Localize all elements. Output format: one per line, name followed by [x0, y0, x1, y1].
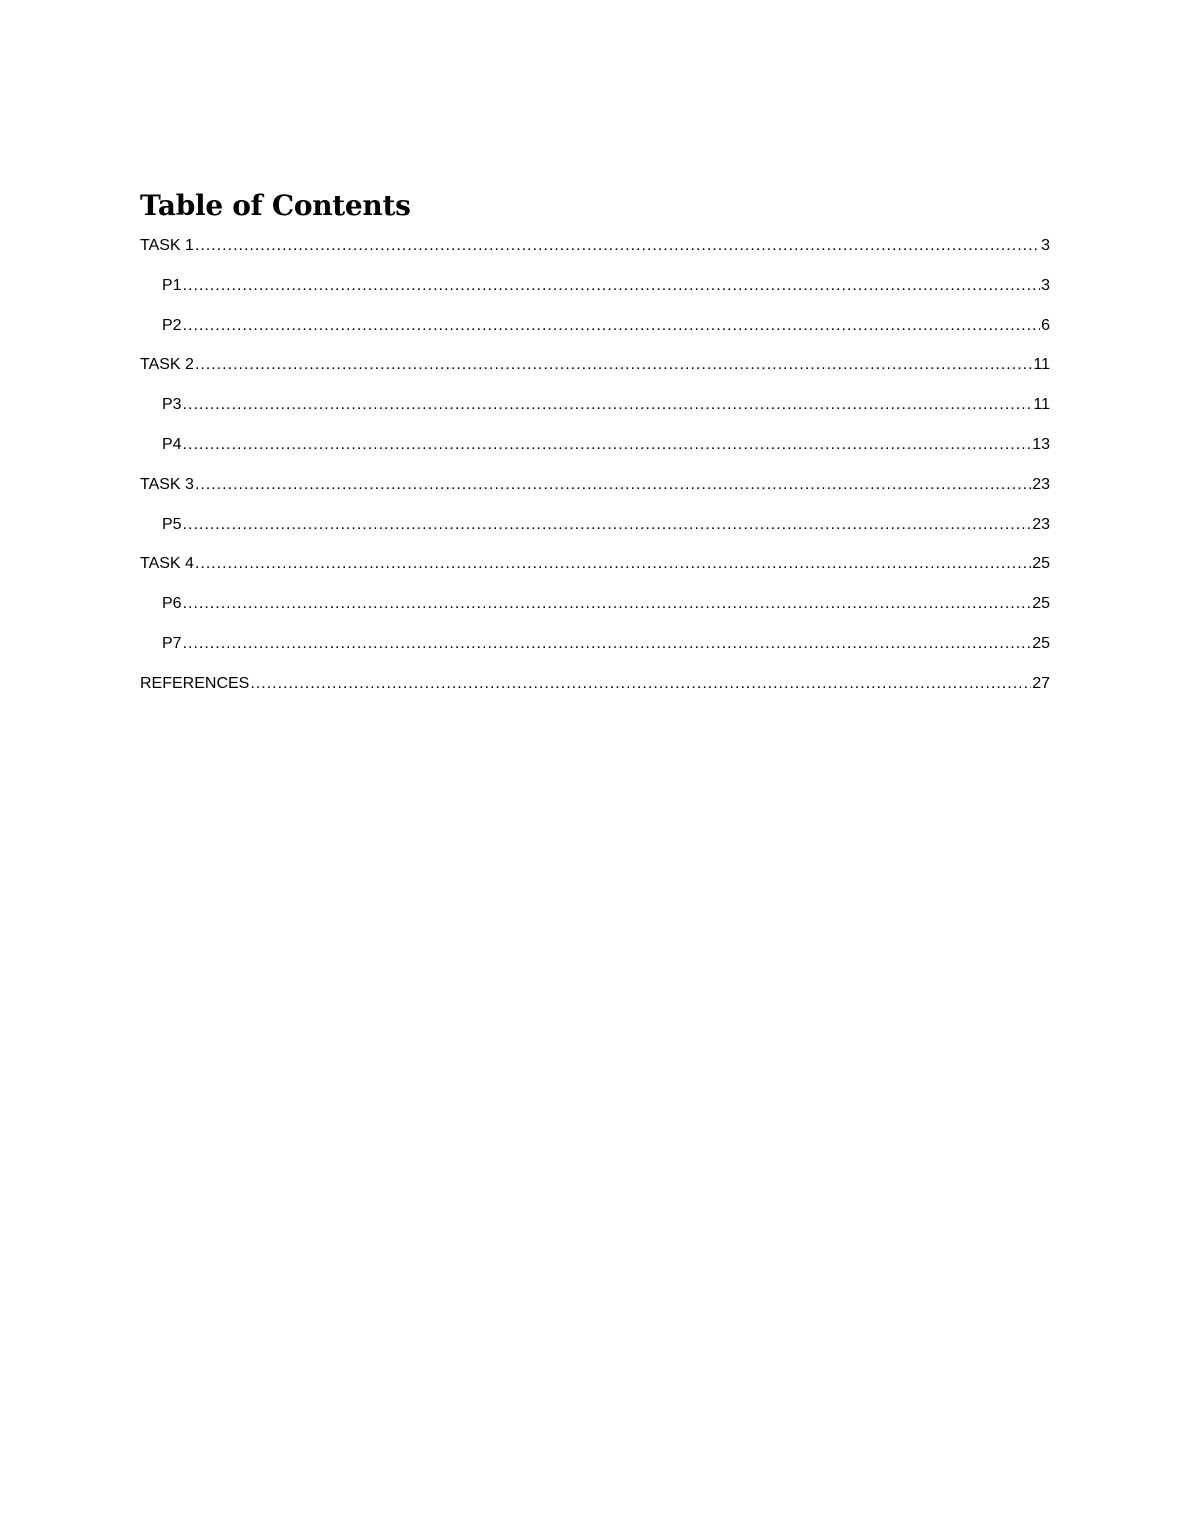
toc-dot-leader: [183, 306, 1041, 346]
toc-entry-label: TASK 1: [140, 237, 194, 254]
table-of-contents: [140, 186, 1050, 704]
toc-entry-references[interactable]: [140, 664, 1050, 704]
toc-dot-leader: [183, 385, 1033, 425]
toc-list: [140, 226, 1050, 704]
toc-entry-page: 25: [1032, 634, 1050, 652]
toc-entry-page: 3: [1041, 237, 1050, 254]
toc-entry-p5[interactable]: [140, 505, 1050, 545]
toc-entry-page: 6: [1041, 316, 1050, 334]
toc-entry-page: 23: [1032, 475, 1050, 493]
toc-entry-p4[interactable]: [140, 425, 1050, 465]
toc-entry-label: P4: [162, 435, 182, 453]
toc-entry-page: 11: [1033, 356, 1050, 374]
toc-entry-label: P6: [162, 595, 182, 613]
toc-entry-label: P1: [162, 276, 182, 294]
toc-entry-task-3[interactable]: [140, 465, 1050, 505]
toc-entry-label: P5: [162, 515, 182, 533]
toc-entry-p6[interactable]: [140, 584, 1050, 624]
toc-entry-p7[interactable]: [140, 624, 1050, 664]
toc-dot-leader: [183, 624, 1032, 664]
toc-entry-task-2[interactable]: [140, 345, 1050, 385]
toc-dot-leader: [183, 425, 1032, 465]
toc-entry-label: TASK 3: [140, 475, 194, 493]
toc-entry-label: REFERENCES: [140, 674, 250, 692]
toc-entry-label: TASK 2: [140, 356, 194, 374]
toc-entry-task-4[interactable]: [140, 544, 1050, 584]
toc-entry-p2[interactable]: [140, 306, 1050, 346]
toc-entry-page: 23: [1032, 515, 1050, 533]
toc-entry-page: 13: [1032, 435, 1050, 453]
toc-dot-leader: [195, 226, 1040, 266]
toc-dot-leader: [183, 505, 1032, 545]
toc-entry-p3[interactable]: [140, 385, 1050, 425]
toc-entry-label: P2: [162, 316, 182, 334]
toc-entry-page: 11: [1033, 396, 1050, 414]
toc-dot-leader: [195, 345, 1032, 385]
toc-entry-label: TASK 4: [140, 555, 194, 573]
toc-entry-task-1[interactable]: [140, 226, 1050, 266]
toc-title: Table of Contents: [140, 189, 411, 222]
toc-dot-leader: [195, 465, 1031, 505]
toc-entry-page: 25: [1032, 595, 1050, 613]
toc-dot-leader: [183, 584, 1032, 624]
toc-dot-leader: [195, 544, 1031, 584]
toc-entry-page: 25: [1032, 555, 1050, 573]
toc-dot-leader: [250, 664, 1031, 704]
toc-dot-leader: [183, 266, 1041, 306]
toc-entry-page: 27: [1032, 674, 1050, 692]
toc-entry-label: P7: [162, 634, 182, 652]
toc-entry-page: 3: [1041, 276, 1050, 294]
toc-entry-p1[interactable]: [140, 266, 1050, 306]
toc-entry-label: P3: [162, 396, 182, 414]
